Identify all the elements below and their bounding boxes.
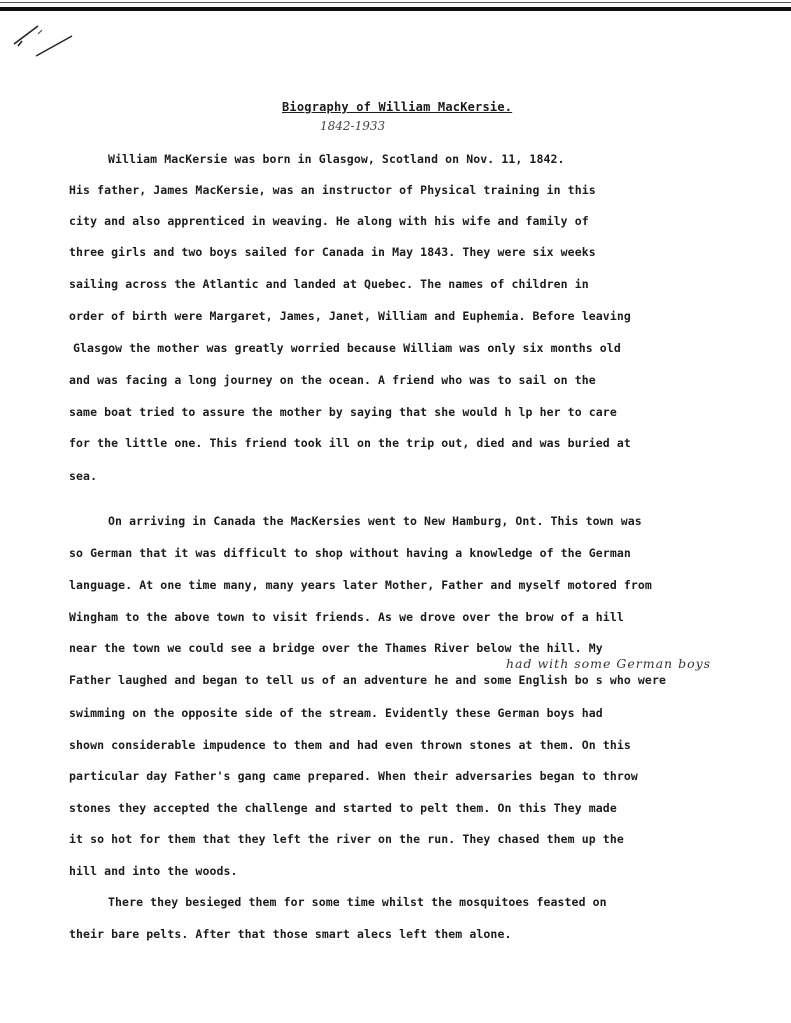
body-line: sea.	[69, 469, 98, 483]
body-line: stones they accepted the challenge and started to pelt them. On this They made	[69, 801, 617, 815]
body-line: three girls and two boys sailed for Canada in May 1843. They were six weeks	[69, 245, 596, 259]
handwritten-dates: 1842-1933	[320, 119, 386, 133]
body-line: hill and into the woods.	[69, 864, 238, 878]
body-line: Glasgow the mother was greatly worried because William was only six months old	[73, 341, 621, 355]
body-line: Father laughed and began to tell us of an adventure he and some English bo s who were	[69, 673, 667, 687]
top-border-thin	[0, 2, 791, 3]
body-line: and was facing a long journey on the ocean. A friend who was to sail on the	[69, 373, 596, 387]
body-line: language. At one time many, many years later Mother, Father and myself motored from	[69, 578, 652, 592]
body-line: for the little one. This friend took ill on the trip out, died and was buried at	[69, 436, 631, 450]
body-line: William MacKersie was born in Glasgow, Scotland on Nov. 11, 1842.	[108, 152, 565, 166]
document-title: Biography of William MacKersie.	[282, 100, 513, 114]
body-line: near the town we could see a bridge over the Thames River below the hill. My	[69, 641, 603, 655]
handwritten-insertion: had with some German boys	[506, 656, 712, 671]
top-border	[0, 7, 791, 11]
body-line: same boat tried to assure the mother by saying that she would h lp her to care	[69, 405, 617, 419]
body-line: city and also apprenticed in weaving. He along with his wife and family of	[69, 214, 589, 228]
body-line: their bare pelts. After that those smart alecs left them alone.	[69, 927, 512, 941]
body-line: There they besieged them for some time whilst the mosquitoes feasted on	[108, 895, 607, 909]
body-line: His father, James MacKersie, was an instructor of Physical training in this	[69, 183, 596, 197]
corner-pencil-mark	[8, 14, 88, 59]
body-line: so German that it was difficult to shop without having a knowledge of the German	[69, 546, 631, 560]
body-line: On arriving in Canada the MacKersies went to New Hamburg, Ont. This town was	[108, 514, 642, 528]
body-line: shown considerable impudence to them and had even thrown stones at them. On this	[69, 738, 631, 752]
body-line: Wingham to the above town to visit friends. As we drove over the brow of a hill	[69, 610, 624, 624]
body-line: order of birth were Margaret, James, Janet, William and Euphemia. Before leaving	[69, 309, 631, 323]
body-line: particular day Father's gang came prepared. When their adversaries began to throw	[69, 769, 638, 783]
body-line: it so hot for them that they left the river on the run. They chased them up the	[69, 832, 624, 846]
body-line: swimming on the opposite side of the stream. Evidently these German boys had	[69, 706, 603, 720]
body-line: sailing across the Atlantic and landed at Quebec. The names of children in	[69, 277, 589, 291]
